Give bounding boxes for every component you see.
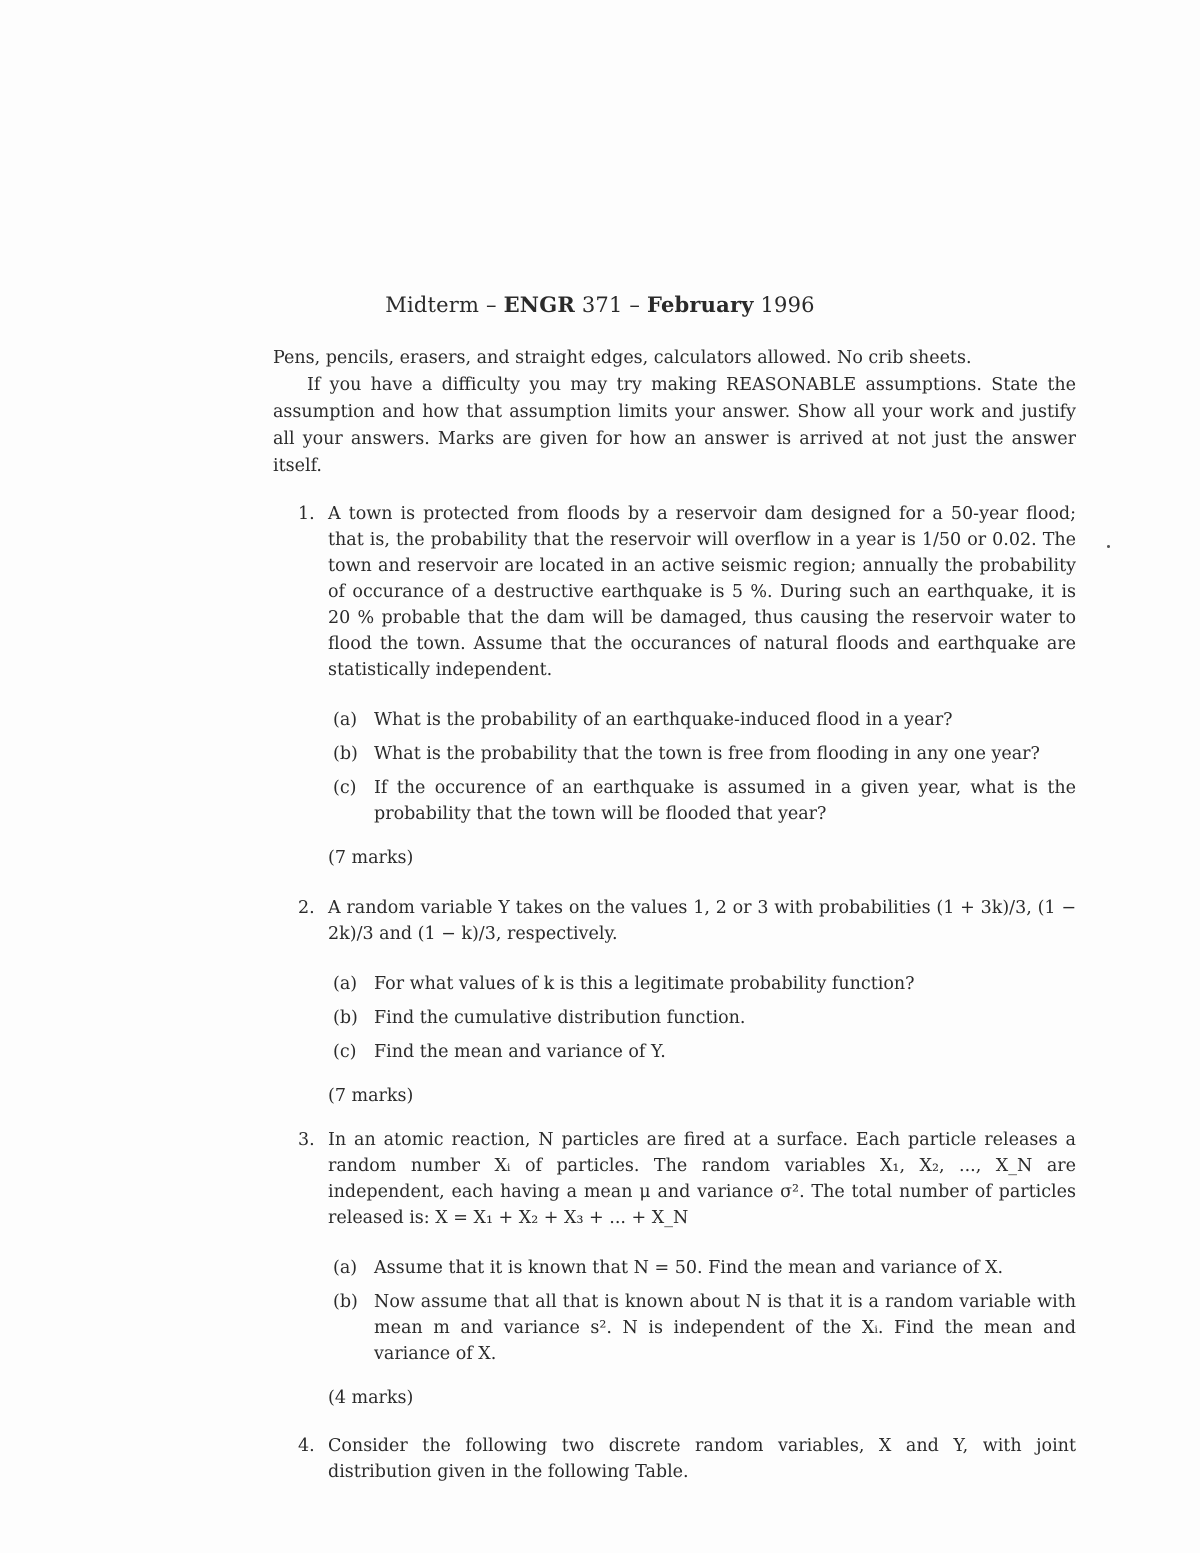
question-text: A town is protected from floods by a reservoir dam designed for a 50-year flood; that is, the probability that the reservoir will overflow in a year is 1/50 or 0.02. The town and reservoir are located in an active seismic region; annually the probability of occurance of a destructive earthquake is 5 %. During such an earthquake, it is 20 % probable that the dam will be damaged, thus causing the reservoir water to flood the town. Assume that the occurances of natural floods and earthquake are statistically independent. (328, 504, 1076, 680)
title-engr: ENGR (503, 292, 575, 317)
instructions (273, 345, 1076, 480)
question-number: 1. (298, 504, 315, 524)
question-number: 2. (298, 898, 315, 918)
question-part (328, 1289, 1076, 1367)
question-part (328, 1005, 1076, 1031)
question-text: Consider the following two discrete random variables, X and Y, with joint distribution given in the following Table. (328, 1436, 1076, 1482)
title-year: 1996 (753, 293, 815, 317)
question-text: In an atomic reaction, N particles are fired at a surface. Each particle releases a random number Xᵢ of particles. The random variables X₁, X₂, ..., X_N are independent, each having a mean μ and variance σ². The total number of particles released is: X = X₁ + X₂ + X₃ + ... + X_N (328, 1130, 1076, 1228)
question-part (328, 741, 1076, 767)
question-part (328, 775, 1076, 827)
part-label: (c) (333, 1042, 357, 1062)
part-text: What is the probability that the town is free from flooding in any one year? (374, 744, 1040, 764)
title-month: February (647, 292, 754, 317)
part-text: For what values of k is this a legitimate probability function? (374, 974, 915, 994)
part-label: (b) (333, 744, 358, 764)
part-label: (b) (333, 1292, 358, 1312)
question-marks: (4 marks) (328, 1388, 414, 1408)
question-3 (298, 1127, 1076, 1411)
instructions-line-1: Pens, pencils, erasers, and straight edges, calculators allowed. No crib sheets. (273, 348, 972, 368)
scan-speck (1107, 545, 1110, 548)
question-1 (298, 501, 1076, 871)
page-title (0, 292, 1200, 317)
question-part (328, 971, 1076, 997)
question-part (328, 1039, 1076, 1065)
part-label: (a) (333, 710, 358, 730)
question-marks: (7 marks) (328, 848, 414, 868)
part-label: (c) (333, 778, 357, 798)
title-dash: – (629, 293, 647, 317)
question-text: A random variable Y takes on the values 1, 2 or 3 with probabilities (1 + 3k)/3, (1 − 2k)/3 and (1 − k)/3, respectively. (328, 898, 1076, 944)
part-text: Find the cumulative distribution function. (374, 1008, 746, 1028)
part-text: If the occurence of an earthquake is assumed in a given year, what is the probability that the town will be flooded that year? (374, 778, 1076, 824)
part-text: Assume that it is known that N = 50. Find the mean and variance of X. (374, 1258, 1004, 1278)
part-text: Find the mean and variance of Y. (374, 1042, 666, 1062)
part-label: (a) (333, 974, 358, 994)
title-midterm: Midterm (385, 293, 480, 317)
question-marks: (7 marks) (328, 1086, 414, 1106)
instructions-paragraph: If you have a difficulty you may try making REASONABLE assumptions. State the assumption and how that assumption limits your answer. Show all your work and justify all your answers. Marks are given for how an answer is arrived at not just the answer itself. (273, 375, 1076, 476)
question-4 (298, 1433, 1076, 1485)
part-label: (a) (333, 1258, 358, 1278)
question-number: 4. (298, 1436, 315, 1456)
part-label: (b) (333, 1008, 358, 1028)
question-2 (298, 895, 1076, 1109)
part-text: Now assume that all that is known about N is that it is a random variable with mean m and variance s². N is independent of the Xᵢ. Find the mean and variance of X. (374, 1292, 1076, 1364)
title-dash: – (479, 293, 504, 317)
title-course-number: 371 (574, 293, 630, 317)
question-part (328, 1255, 1076, 1281)
question-number: 3. (298, 1130, 315, 1150)
question-part (328, 707, 1076, 733)
part-text: What is the probability of an earthquake-induced flood in a year? (374, 710, 953, 730)
